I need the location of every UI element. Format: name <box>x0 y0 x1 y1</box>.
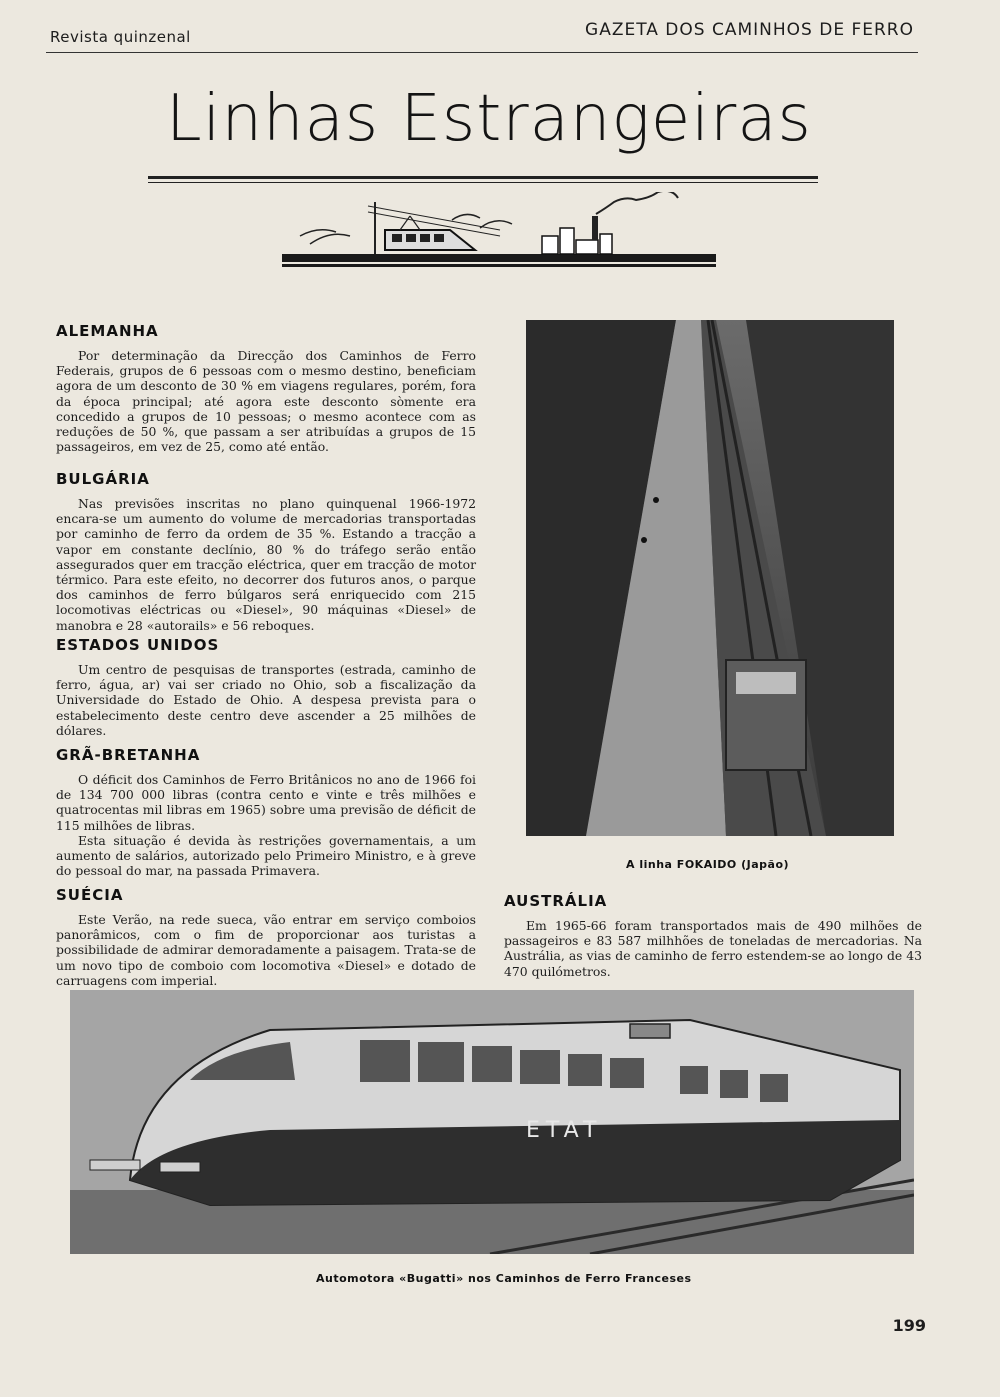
train-illustration <box>280 192 720 270</box>
section-australia <box>504 892 922 979</box>
fokaido-photo <box>526 320 894 836</box>
section-paragraph: Este Verão, na rede sueca, vão entrar em serviço comboios panorâmicos, com o fim de proporcionar aos turistas a possibilidade de admirar demoradamente a paisagem. Trata-se de um novo tipo de comboio com locomotiva «Diesel» e dotado de carruagens com imperial. <box>56 912 476 988</box>
section-heading: GRÃ-BRETANHA <box>56 746 201 764</box>
section-paragraph: Um centro de pesquisas de transportes (estrada, caminho de ferro, água, ar) vai ser criado no Ohio, sob a fiscalização da Universidade do Estado de Ohio. A despesa prevista para o estabelecimento deste centro deve ascender a 25 milhões de dólares. <box>56 662 476 738</box>
fokaido-caption: A linha FOKAIDO (Japão) <box>626 858 790 871</box>
magazine-subtitle: Revista quinzenal <box>50 28 191 46</box>
section-heading: ALEMANHA <box>56 322 159 340</box>
title-rule <box>148 176 818 179</box>
section-heading: BULGÁRIA <box>56 470 150 488</box>
section-paragraph: Esta situação é devida às restrições governamentais, a um aumento de salários, autorizado pelo Primeiro Ministro, e à greve do pessoal do mar, na passada Primavera. <box>56 832 476 879</box>
section-bulgaria <box>56 470 476 633</box>
bugatti-photo <box>70 990 914 1254</box>
section-heading: ESTADOS UNIDOS <box>56 636 220 654</box>
page-title: Linhas Estrangeiras <box>166 82 812 156</box>
bugatti-lettering: ETAT <box>526 1118 603 1143</box>
section-estados-unidos <box>56 636 476 738</box>
section-paragraph: Nas previsões inscritas no plano quinquenal 1966-1972 encara-se um aumento do volume de mercadorias transportadas por caminho de ferro da ordem de 35 %. Estando a tracção a vapor em constante declínio, 80 % do tráfego serão então assegurados quer em tracção eléctrica, quer em tracção de motor térmico. Para este efeito, no decorrer dos futuros anos, o parque dos caminhos de ferro búlgaros será enriquecido com 215 locomotivas eléctricas ou «Diesel», 90 máquinas «Diesel» de manobra e 28 «autorails» e 56 reboques. <box>56 496 476 633</box>
magazine-title: GAZETA DOS CAMINHOS DE FERRO <box>585 20 914 40</box>
bugatti-photo-image <box>70 990 914 1254</box>
bugatti-caption: Automotora «Bugatti» nos Caminhos de Ferro Franceses <box>316 1272 692 1285</box>
section-paragraph: Em 1965-66 foram transportados mais de 490 milhões de passageiros e 83 587 milhhões de toneladas de mercadorias. Na Austrália, as vias de caminho de ferro estendem-se ao longo de 43 470 quilómetros. <box>504 918 922 979</box>
header-rule <box>46 52 918 53</box>
section-gra-bretanha <box>56 746 476 878</box>
section-heading: SUÉCIA <box>56 886 124 904</box>
page-number: 199 <box>892 1316 926 1335</box>
section-paragraph: O déficit dos Caminhos de Ferro Britânicos no ano de 1966 foi de 134 700 000 libras (contra cento e vinte e três milhões e quatrocentas mil libras em 1965) sobre uma previsão de déficit de 115 milhões de libras. <box>56 772 476 833</box>
section-suecia <box>56 886 476 988</box>
section-alemanha <box>56 322 476 454</box>
section-heading: AUSTRÁLIA <box>504 892 608 910</box>
section-paragraph: Por determinação da Direcção dos Caminhos de Ferro Federais, grupos de 6 pessoas com o mesmo destino, beneficiam agora de um desconto de 30 % em viagens regulares, porém, fora da época principal; até agora este desconto sòmente era concedido a grupos de 10 pessoas; o mesmo acontece com as reduções de 50 %, que passam a ser atribuídas a grupos de 15 passageiros, em vez de 25, como até então. <box>56 348 476 455</box>
fokaido-photo-image <box>526 320 894 836</box>
title-rule-thin <box>148 182 818 183</box>
